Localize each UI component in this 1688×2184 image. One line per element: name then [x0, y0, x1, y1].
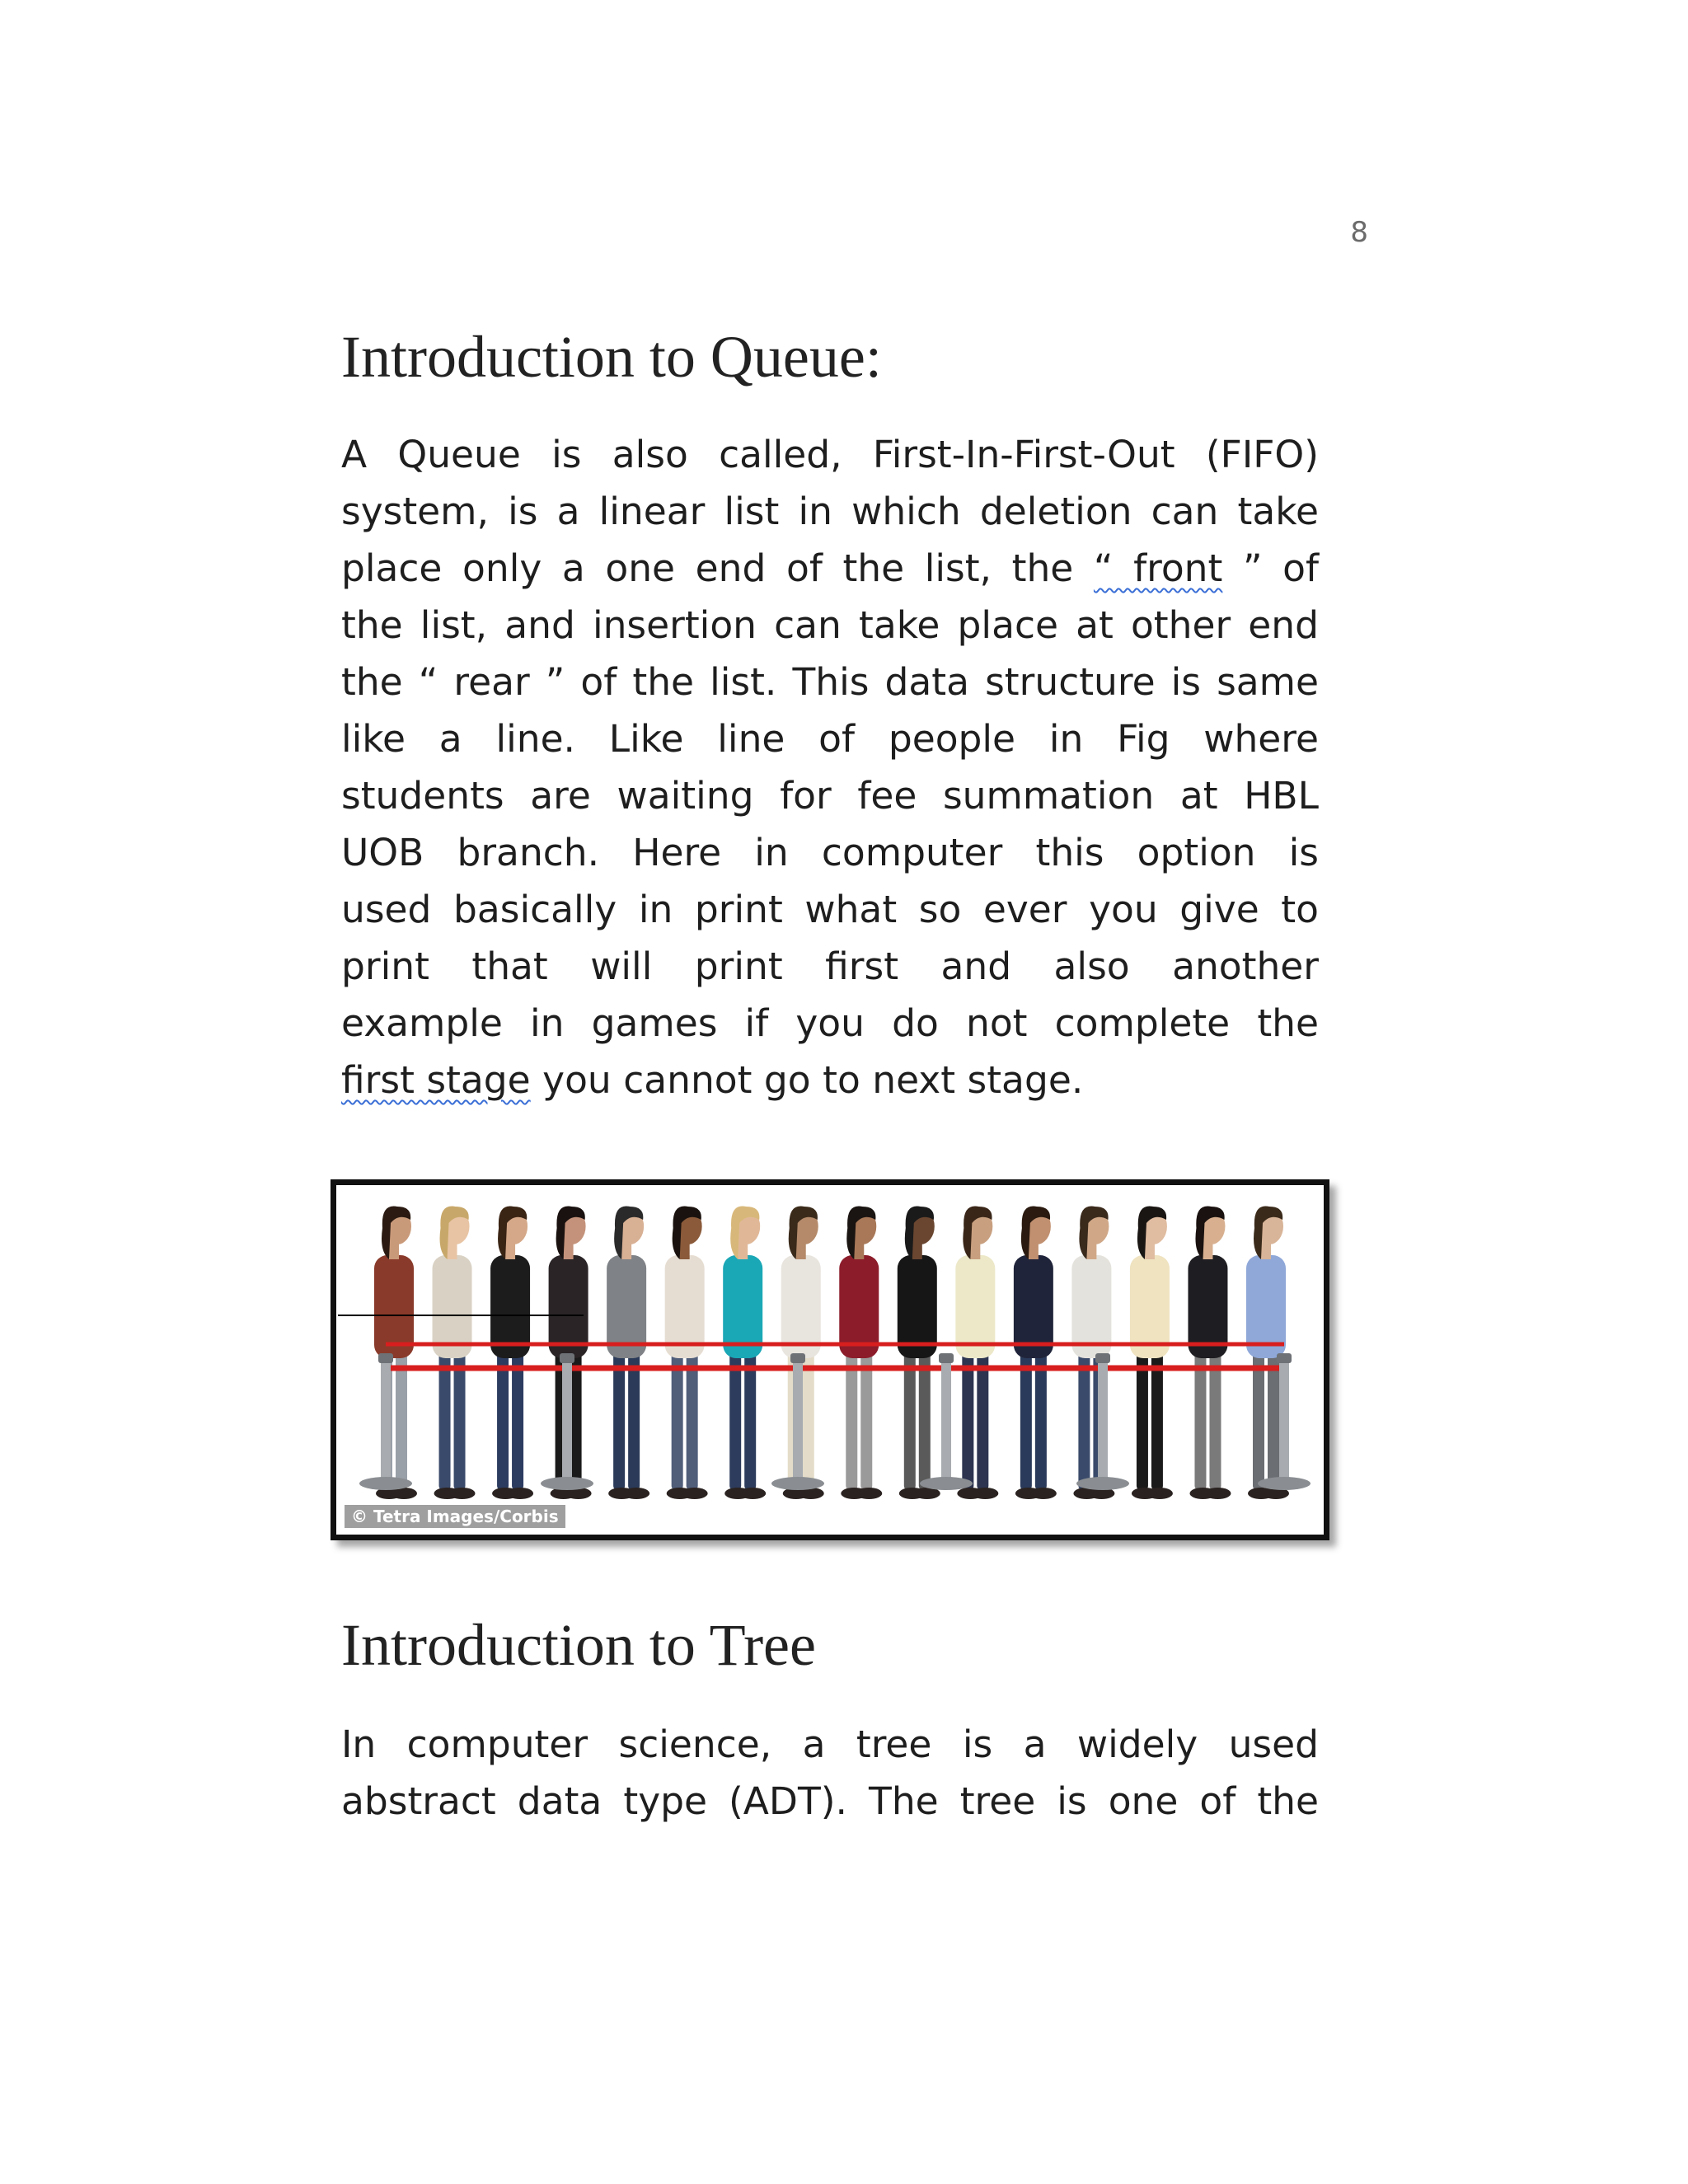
- text-run: you cannot go to next stage.: [530, 1058, 1084, 1102]
- queue-line: students are waiting for fee summation at HBL: [341, 774, 1319, 818]
- queue-line: the list, and insertion can take place at other end: [341, 603, 1319, 647]
- stanchion-base: [771, 1477, 824, 1490]
- queue-line: UOB branch. Here in computer this option is: [341, 831, 1319, 874]
- stanchion-base: [541, 1477, 593, 1490]
- figure-background: [336, 1185, 1324, 1535]
- person-shoe: [682, 1488, 708, 1499]
- stanchion-cap: [1277, 1353, 1292, 1363]
- queue-line: used basically in print what so ever you give to: [341, 888, 1319, 931]
- person-shoe: [972, 1488, 998, 1499]
- stanchion-base: [359, 1477, 412, 1490]
- person-shoe: [449, 1488, 476, 1499]
- stanchion-post: [1279, 1358, 1289, 1482]
- person-shoe: [1030, 1488, 1057, 1499]
- tree-paragraph: [341, 1716, 1319, 1830]
- person-shoe: [739, 1488, 766, 1499]
- text-run: place only a one end of the list, the: [341, 546, 1094, 590]
- image-credit: © Tetra Images/Corbis: [345, 1505, 565, 1528]
- queue-heading: Introduction to Queue:: [341, 324, 882, 390]
- person-shoe: [856, 1488, 882, 1499]
- stanchion-post: [381, 1358, 391, 1482]
- tree-heading: Introduction to Tree: [341, 1612, 816, 1678]
- tree-line: In computer science, a tree is a widely used: [341, 1722, 1319, 1766]
- queue-line: system, is a linear list in which deletion can take: [341, 490, 1319, 533]
- person-shoe: [1204, 1488, 1231, 1499]
- stanchion-post: [1098, 1358, 1108, 1482]
- queue-line: the “ rear ” of the list. This data structure is same: [341, 660, 1319, 704]
- queue-paragraph: [341, 426, 1319, 1108]
- queue-line: like a line. Like line of people in Fig where: [341, 717, 1319, 761]
- queue-illustration: [336, 1185, 1324, 1535]
- spellcheck-flagged-phrase: first stage: [341, 1058, 531, 1102]
- stanchion-base: [1076, 1477, 1129, 1490]
- queue-line: example in games if you do not complete the: [341, 1001, 1319, 1045]
- stanchion-cap: [560, 1353, 574, 1363]
- stanchion-cap: [790, 1353, 805, 1363]
- stanchion-post: [562, 1358, 572, 1482]
- stanchion-base: [1258, 1477, 1311, 1490]
- stanchion-base: [920, 1477, 973, 1490]
- page-number: 8: [1350, 216, 1368, 249]
- stanchion-post: [941, 1358, 951, 1482]
- person-shoe: [1146, 1488, 1173, 1499]
- text-run: ” of: [1222, 546, 1320, 590]
- queue-line: print that will print first and also another: [341, 944, 1319, 988]
- stanchion-cap: [939, 1353, 954, 1363]
- queue-line: A Queue is also called, First-In-First-Out (FIFO): [341, 433, 1319, 476]
- person-shoe: [623, 1488, 649, 1499]
- stanchion-cap: [1095, 1353, 1110, 1363]
- spellcheck-flagged-word: “ front: [1093, 546, 1223, 590]
- stanchion-post: [793, 1358, 803, 1482]
- queue-line: [341, 540, 1319, 597]
- stanchion-cap: [378, 1353, 393, 1363]
- tree-line: abstract data type (ADT). The tree is one of the: [341, 1779, 1319, 1823]
- queue-line: [341, 1052, 1319, 1108]
- person-shoe: [507, 1488, 533, 1499]
- queue-figure: [331, 1179, 1329, 1540]
